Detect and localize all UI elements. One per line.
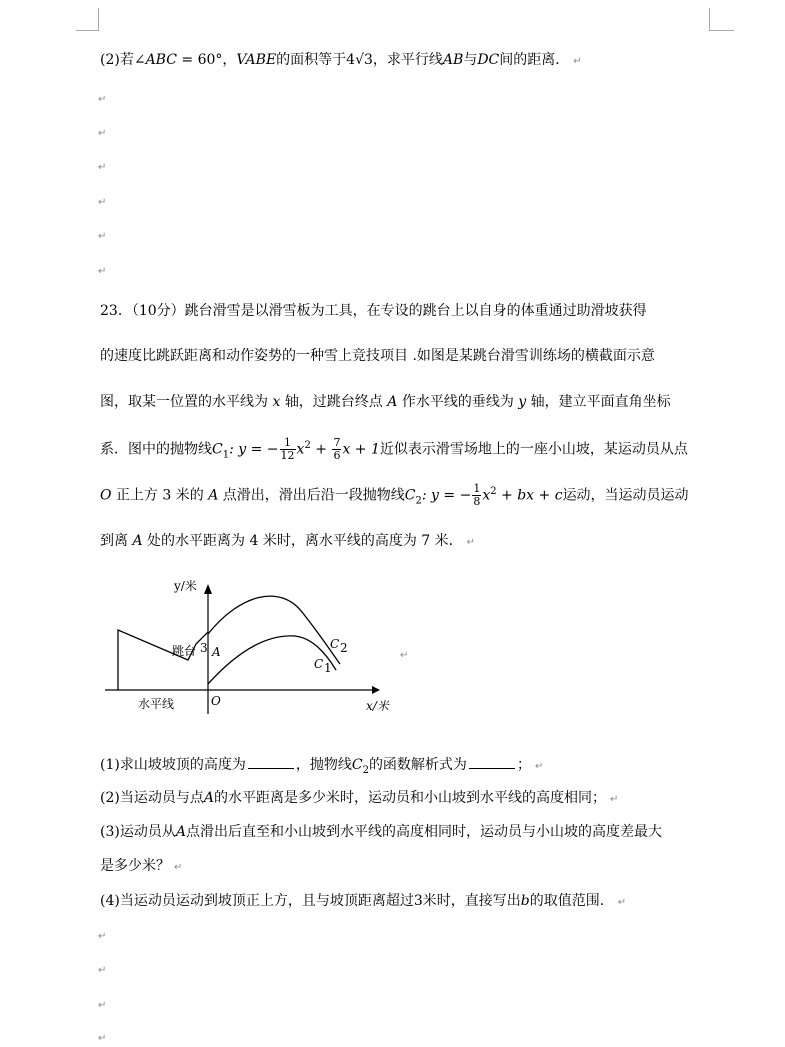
equation-part: : y = −	[229, 441, 279, 458]
crop-mark-top-left	[76, 8, 99, 31]
q23-line-3	[100, 392, 671, 412]
paragraph-mark: ↵	[98, 266, 107, 277]
fraction-7-6	[332, 437, 341, 462]
q22-text: (2)若∠	[100, 52, 146, 68]
point-a: A	[132, 533, 143, 549]
equation-part: x + 1	[342, 441, 380, 458]
x-axis-label: x/米	[366, 699, 389, 713]
paragraph-mark: ↵	[609, 794, 619, 805]
point-a: A	[387, 394, 398, 410]
angle-abc: ABC	[145, 52, 177, 68]
q23-line-2: 的速度比跳跃距离和动作姿势的一种雪上竞技项目 .如图是某跳台滑雪训练场的横截面示意	[100, 348, 655, 364]
curve-c2: C	[351, 757, 363, 773]
numerator: 7	[333, 436, 341, 450]
fraction-1-12	[280, 437, 296, 462]
q22-text: ，求平行线	[372, 52, 443, 68]
numerator: 1	[473, 482, 481, 496]
plus-sign: +	[310, 441, 332, 458]
sub-question-2	[100, 788, 618, 810]
sub1-text: ；	[516, 757, 531, 773]
q22-part2-line	[100, 50, 582, 72]
answer-blank-2[interactable]	[469, 754, 515, 769]
sub2-text: (2)当运动员与点	[100, 790, 204, 806]
curve-c2: C	[404, 487, 416, 504]
curve-c2-path	[208, 596, 340, 664]
paragraph-mark: ↵	[98, 94, 107, 105]
denominator: 6	[333, 449, 341, 463]
origin-label: O	[211, 694, 221, 708]
jump-platform-outline	[118, 630, 208, 690]
fraction-1-8	[472, 483, 481, 508]
crop-mark-top-right	[709, 8, 734, 31]
paragraph-mark: ↵	[466, 537, 476, 548]
var-x: x	[272, 394, 281, 410]
point-a: A	[208, 487, 219, 504]
q23-text: 近似表示滑雪场地上的一座小山坡，某运动员从点	[379, 441, 688, 458]
var-b: b	[520, 893, 530, 909]
answer-blank-1[interactable]	[248, 754, 294, 769]
c1-label: C	[314, 657, 324, 671]
paragraph-mark: ↵	[98, 1000, 107, 1011]
var-x: x	[482, 487, 491, 504]
paragraph-mark: ↵	[98, 1033, 107, 1044]
equation-part: + bx + c	[496, 487, 563, 504]
paragraph-mark: ↵	[98, 931, 107, 942]
sub3-text: 点滑出后直至和小山坡到水平线的高度相同时，运动员与小山坡的高度差最大	[185, 824, 662, 840]
q23-text: 图，取某一位置的水平线为	[100, 394, 268, 410]
q23-line-5	[100, 476, 689, 517]
paragraph-mark: ↵	[174, 862, 183, 873]
q23-text: 轴，建立平面直角坐标	[530, 394, 671, 410]
q22-text: 的面积等于4	[276, 52, 356, 68]
c1-subscript: 1	[324, 661, 332, 675]
sub1-text: ，抛物线	[295, 757, 352, 773]
ski-jump-diagram	[100, 574, 420, 724]
sub3-text: (3)运动员从	[100, 824, 176, 840]
sub1-text: 的函数解析式为	[368, 757, 467, 773]
sub1-text: (1)求山坡坡顶的高度为	[100, 757, 246, 773]
line-dc: DC	[477, 52, 500, 68]
q23-text: 系．图中的抛物线	[100, 441, 212, 458]
sub3-text: 是多少米？	[100, 858, 170, 874]
q23-line-6	[100, 531, 475, 553]
paragraph-mark: ↵	[573, 56, 582, 67]
line-ab: AB	[442, 52, 464, 68]
curve-c1: C	[212, 441, 223, 458]
subscript: 2	[415, 495, 422, 507]
sub-question-4	[100, 891, 626, 913]
superscript: 2	[304, 440, 311, 451]
sub4-text: (4)当运动员运动到坡顶正上方，且与坡顶距离超过3米时，直接写出	[100, 893, 521, 909]
var-y: y	[518, 394, 527, 410]
sub2-text: 的水平距离是多少米时，运动员和小山坡到水平线的高度相同；	[213, 790, 606, 806]
q23-text: 作水平线的垂线为	[401, 394, 514, 410]
sub-question-1	[100, 754, 543, 781]
numerator: 1	[280, 437, 296, 450]
q23-text: 处的水平距离为 4 米时，离水平线的高度为 7 米．	[147, 533, 463, 549]
paragraph-mark: ↵	[98, 197, 107, 208]
q23-text: 点滑出，滑出后沿一段抛物线	[222, 487, 405, 504]
q23-line-1: 23．（10分）跳台滑雪是以滑雪板为工具，在专设的跳台上以自身的体重通过助滑坡获得	[100, 303, 647, 319]
q22-text: 间的距离．	[499, 52, 570, 68]
q23-text: 到离	[100, 533, 128, 549]
sub-question-3-line-1	[100, 822, 662, 842]
sub4-text: 的取值范围．	[529, 893, 614, 909]
superscript: 2	[490, 486, 497, 497]
platform-label: 跳台	[172, 644, 197, 658]
q22-text: 与	[463, 52, 478, 68]
horizontal-line-label: 水平线	[138, 697, 175, 711]
q23-text: 轴，过跳台终点	[284, 394, 383, 410]
q23-text: 运动，当运动员运动	[562, 487, 689, 504]
point-a: A	[203, 790, 214, 806]
q22-text: = 60°，	[176, 52, 237, 68]
q23-text: 正上方 3 米的	[115, 487, 204, 504]
height-three-label: 3	[200, 641, 208, 655]
sqrt-three: √3	[355, 52, 373, 68]
paragraph-mark: ↵	[98, 231, 107, 242]
subscript: 2	[362, 764, 369, 776]
paragraph-mark: ↵	[98, 965, 107, 976]
denominator: 12	[280, 449, 295, 463]
subscript: 1	[222, 449, 230, 461]
var-x: x	[296, 441, 305, 458]
y-axis-label: y/米	[174, 579, 197, 593]
point-a-label: A	[212, 645, 221, 659]
point-a: A	[175, 824, 186, 840]
paragraph-mark: ↵	[400, 650, 409, 661]
point-o: O	[100, 487, 112, 504]
paragraph-mark: ↵	[534, 761, 544, 772]
triangle-abe: VABE	[236, 52, 277, 68]
paragraph-mark: ↵	[617, 897, 627, 908]
y-axis-arrow	[204, 584, 212, 594]
paragraph-mark: ↵	[98, 128, 107, 139]
c2-subscript: 2	[340, 641, 348, 655]
paragraph-mark: ↵	[98, 162, 107, 173]
q23-line-4	[100, 430, 688, 471]
denominator: 8	[473, 495, 481, 509]
sub-question-3-line-2	[100, 856, 182, 878]
x-axis-arrow	[372, 686, 380, 694]
equation-part: : y = −	[421, 487, 472, 504]
c2-label: C	[330, 637, 340, 651]
